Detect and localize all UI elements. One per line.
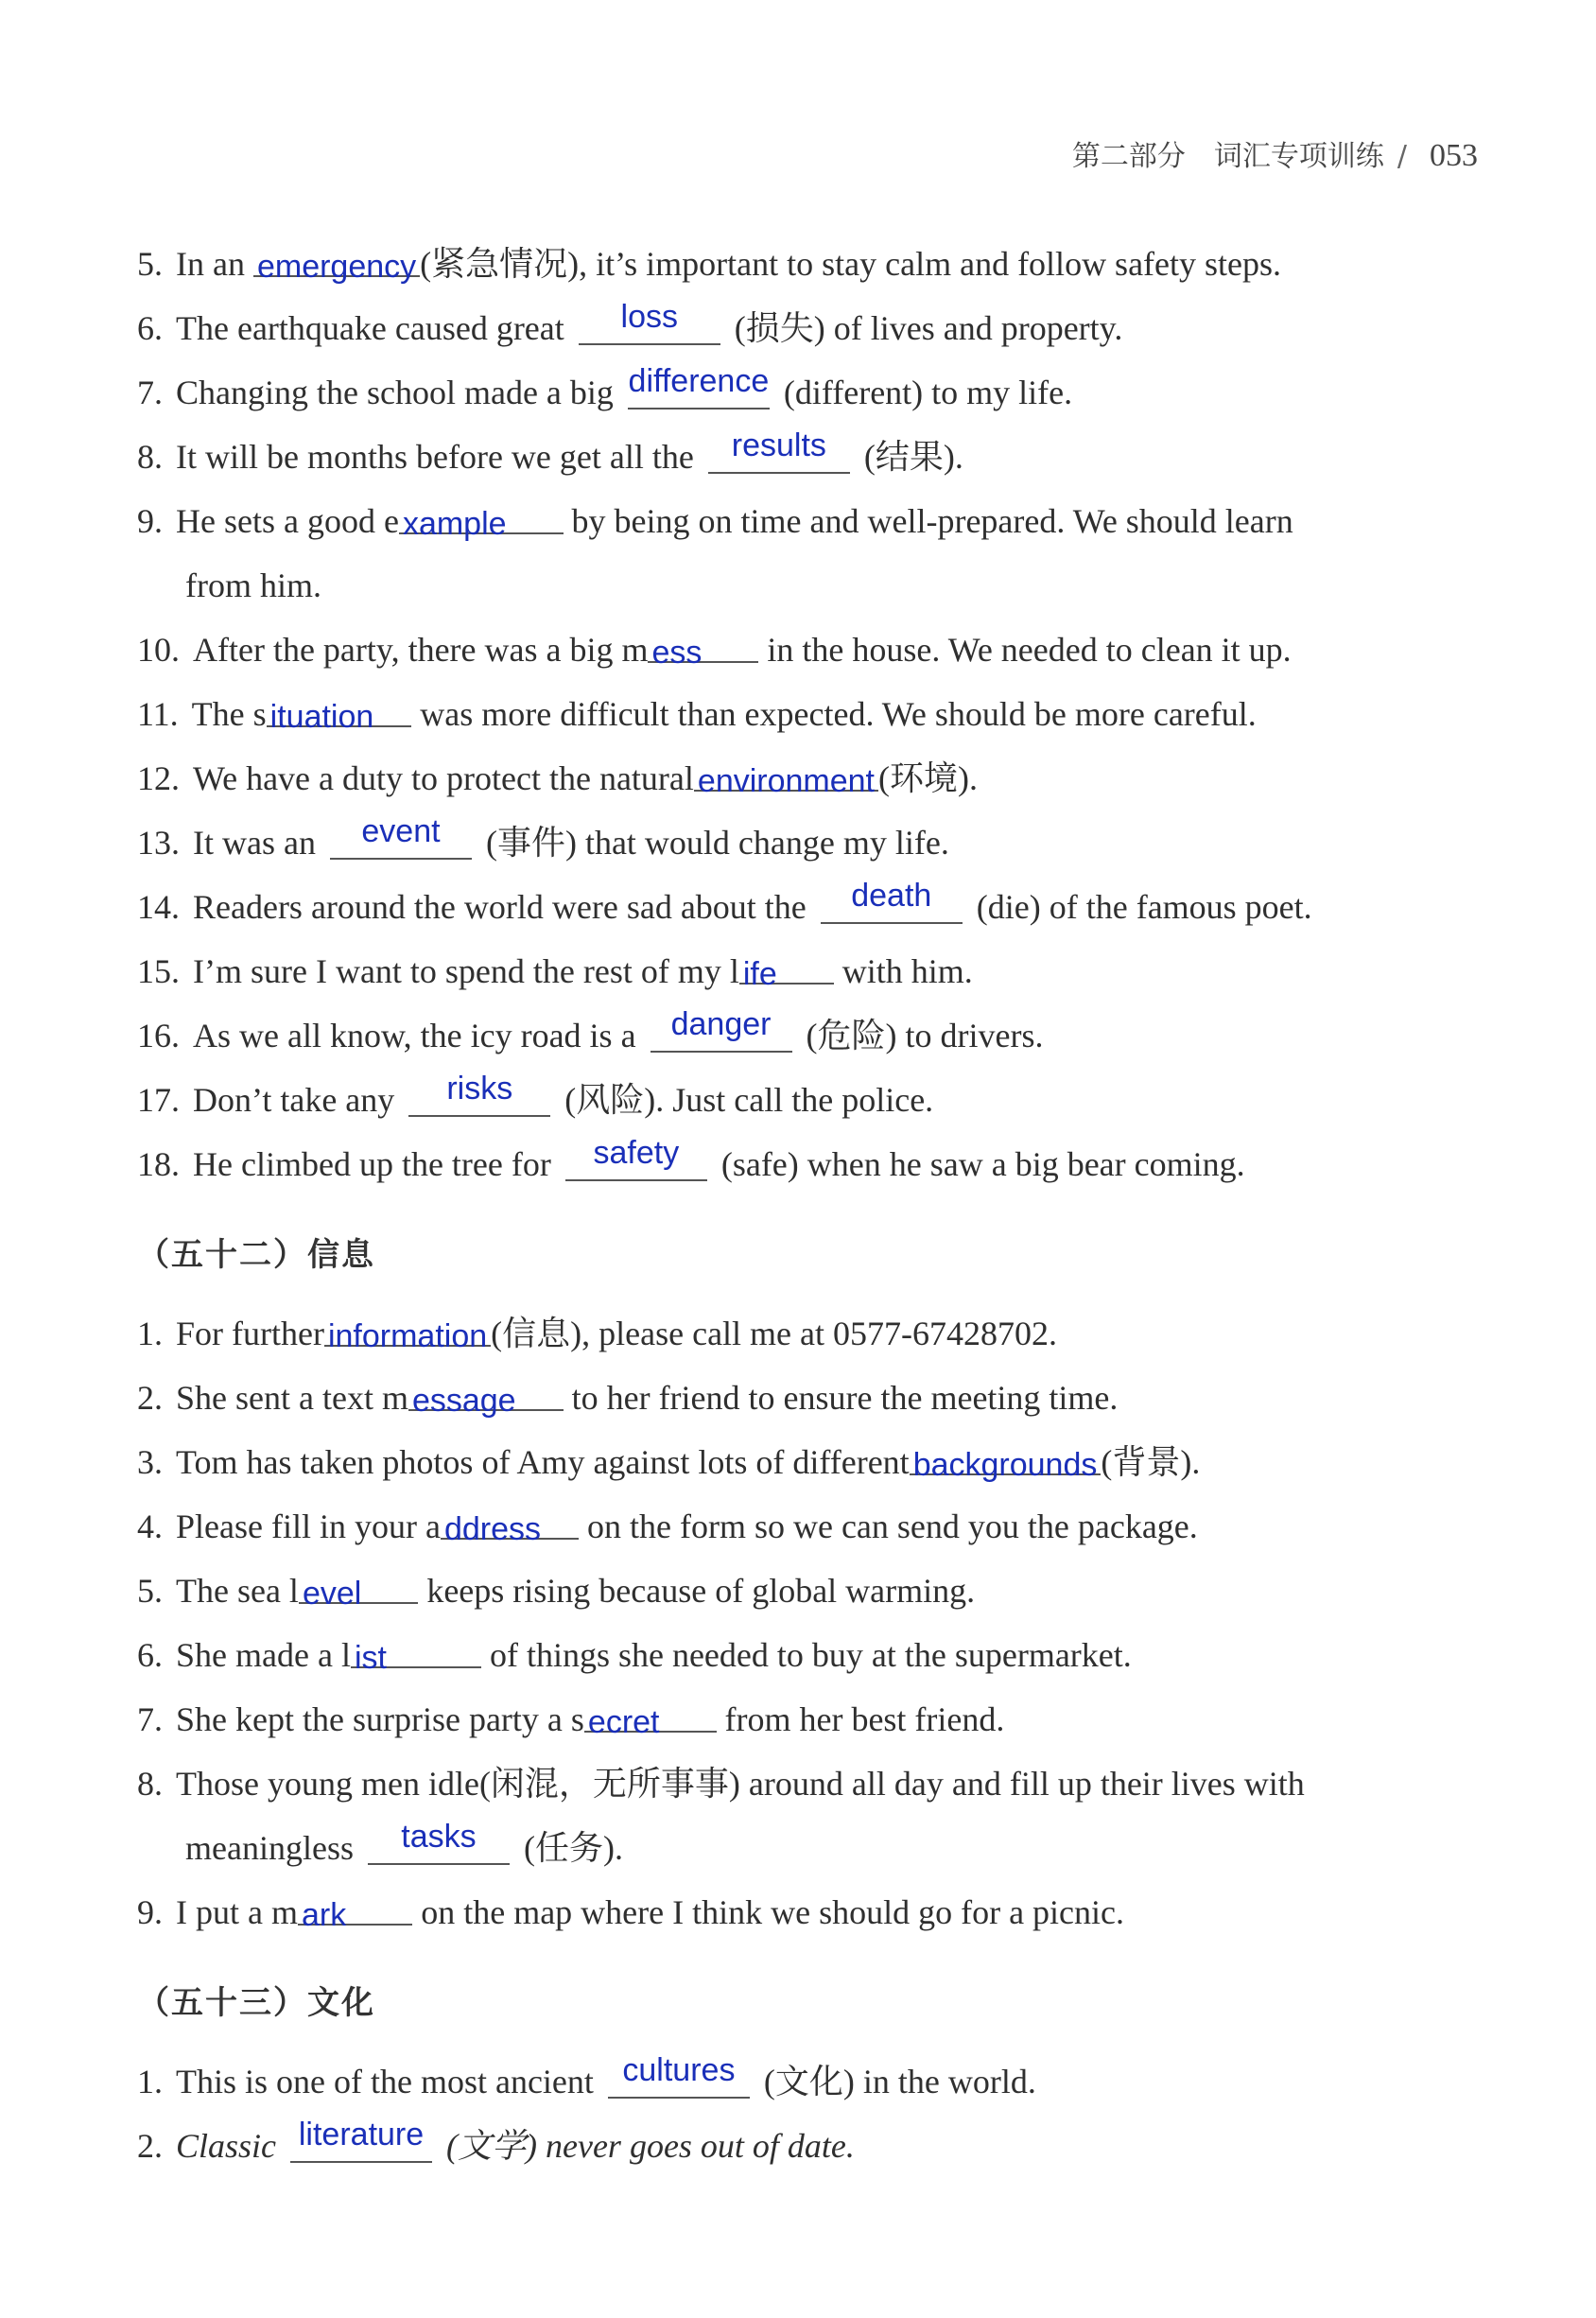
header-section-title: 第二部分 词汇专项训练 — [1071, 140, 1384, 173]
answer-blank — [821, 878, 963, 924]
answer-text: environment — [697, 763, 876, 799]
answer-text: essage — [411, 1383, 516, 1419]
exercise-item: 8. Those young men idle(闲混，无所事事) around all day and fill up their lives with — [137, 1765, 1305, 1803]
answer-text: death — [851, 878, 932, 914]
page-number: 053 — [1430, 138, 1478, 173]
answer-blank — [579, 299, 720, 345]
answer-text: ist — [354, 1640, 387, 1676]
answer-text: risks — [446, 1071, 513, 1107]
answer-text: results — [731, 427, 826, 463]
answer-blank — [584, 1693, 717, 1740]
exercise-item: 7. She kept the surprise party a s ecret from her best friend. — [137, 1687, 1480, 1752]
answer-blank — [351, 1629, 481, 1676]
answer-blank — [399, 495, 564, 542]
answer-text: ecret — [587, 1704, 660, 1740]
answer-blank — [628, 363, 770, 410]
answer-text: safety — [593, 1135, 680, 1171]
header-separator: / — [1396, 140, 1407, 173]
exercise-content — [137, 232, 1480, 2178]
answer-text: xample — [402, 506, 507, 542]
exercise-item: 3. Tom has taken photos of Amy against lots of different backgrounds (背景). — [137, 1430, 1480, 1494]
answer-text: ituation — [269, 699, 374, 735]
answer-blank — [708, 427, 850, 474]
exercise-item: 1. For further information (信息), please call me at 0577-67428702. — [137, 1301, 1480, 1366]
exercise-item-continuation: meaningless tasks (任务). — [185, 1819, 623, 1867]
answer-text: evel — [302, 1576, 362, 1612]
exercise-item: 9. I put a m ark on the map where I think we should go for a picnic. — [137, 1880, 1480, 1944]
section-heading-52: （五十二）信息 — [137, 1236, 375, 1274]
answer-text: information — [327, 1318, 488, 1354]
answer-blank — [290, 2117, 432, 2163]
answer-text: loss — [620, 299, 678, 335]
answer-text: backgrounds — [912, 1447, 1098, 1483]
exercise-item: 15. I’m sure I want to spend the rest of my l ife with him. — [137, 939, 1480, 1003]
answer-text: danger — [670, 1006, 772, 1042]
exercise-item: 4. Please fill in your a ddress on the form so we can send you the package. — [137, 1494, 1480, 1559]
exercise-item: 16. As we all know, the icy road is a danger (危险) to drivers. — [137, 1006, 1044, 1054]
answer-blank — [408, 1071, 550, 1117]
answer-blank — [739, 945, 834, 992]
answer-blank — [298, 1886, 412, 1933]
answer-blank — [408, 1371, 564, 1419]
answer-text: ife — [742, 956, 777, 992]
exercise-item: 17. Don’t take any risks (风险). Just call the police. — [137, 1071, 934, 1119]
answer-text: difference — [628, 363, 770, 399]
exercise-item: 7. Changing the school made a big difference (different) to my life. — [137, 363, 1073, 411]
exercise-item: 5. The sea l evel keeps rising because of global warming. — [137, 1559, 1480, 1623]
exercise-item: 2. Classic literature (文学) never goes out of date. — [137, 2117, 855, 2165]
answer-blank — [267, 688, 412, 735]
exercise-item: 13. It was an event (事件) that would change my life. — [137, 813, 949, 862]
answer-text: event — [361, 813, 441, 849]
answer-blank — [648, 623, 758, 671]
answer-blank — [253, 237, 420, 285]
answer-text: emergency — [256, 249, 417, 285]
exercise-item: 2. She sent a text m essage to her friend to ensure the meeting time. — [137, 1366, 1480, 1430]
answer-text: tasks — [401, 1819, 477, 1855]
exercise-item: 1. This is one of the most ancient cultures (文化) in the world. — [137, 2052, 1036, 2100]
answer-text: cultures — [622, 2052, 736, 2088]
answer-text: ess — [651, 635, 703, 671]
answer-blank — [910, 1436, 1102, 1483]
answer-blank — [441, 1500, 579, 1547]
answer-text: literature — [298, 2117, 425, 2152]
exercise-item: 5. In an emergency (紧急情况), it’s important to stay calm and follow safety steps. — [137, 232, 1480, 296]
exercise-item: 10. After the party, there was a big m ess in the house. We needed to clean it up. — [137, 618, 1480, 682]
page-header — [1072, 132, 1478, 174]
answer-blank — [324, 1307, 491, 1354]
exercise-item: 6. She made a l ist of things she needed to buy at the supermarket. — [137, 1623, 1480, 1687]
answer-blank — [299, 1564, 418, 1612]
answer-blank — [368, 1819, 510, 1865]
answer-blank — [651, 1006, 792, 1053]
answer-text: ddress — [443, 1511, 541, 1547]
exercise-item: 11. The s ituation was more difficult than expected. We should be more careful. — [137, 682, 1480, 746]
answer-blank — [694, 752, 878, 799]
exercise-item-continuation: from him. — [185, 566, 321, 604]
section-heading-53: （五十三）文化 — [137, 1984, 375, 2022]
exercise-item: 14. Readers around the world were sad about the death (die) of the famous poet. — [137, 878, 1312, 926]
answer-blank — [608, 2052, 750, 2099]
exercise-item: 6. The earthquake caused great loss (损失) of lives and property. — [137, 299, 1123, 347]
answer-blank — [330, 813, 472, 860]
exercise-item: 8. It will be months before we get all the results (结果). — [137, 427, 963, 476]
exercise-item: 18. He climbed up the tree for safety (safe) when he saw a big bear coming. — [137, 1135, 1245, 1183]
answer-blank — [565, 1135, 707, 1181]
answer-text: ark — [301, 1897, 347, 1933]
exercise-item: 12. We have a duty to protect the natural environment (环境). — [137, 746, 1480, 810]
exercise-item: 9. He sets a good e xample by being on time and well-prepared. We should learn — [137, 489, 1480, 553]
